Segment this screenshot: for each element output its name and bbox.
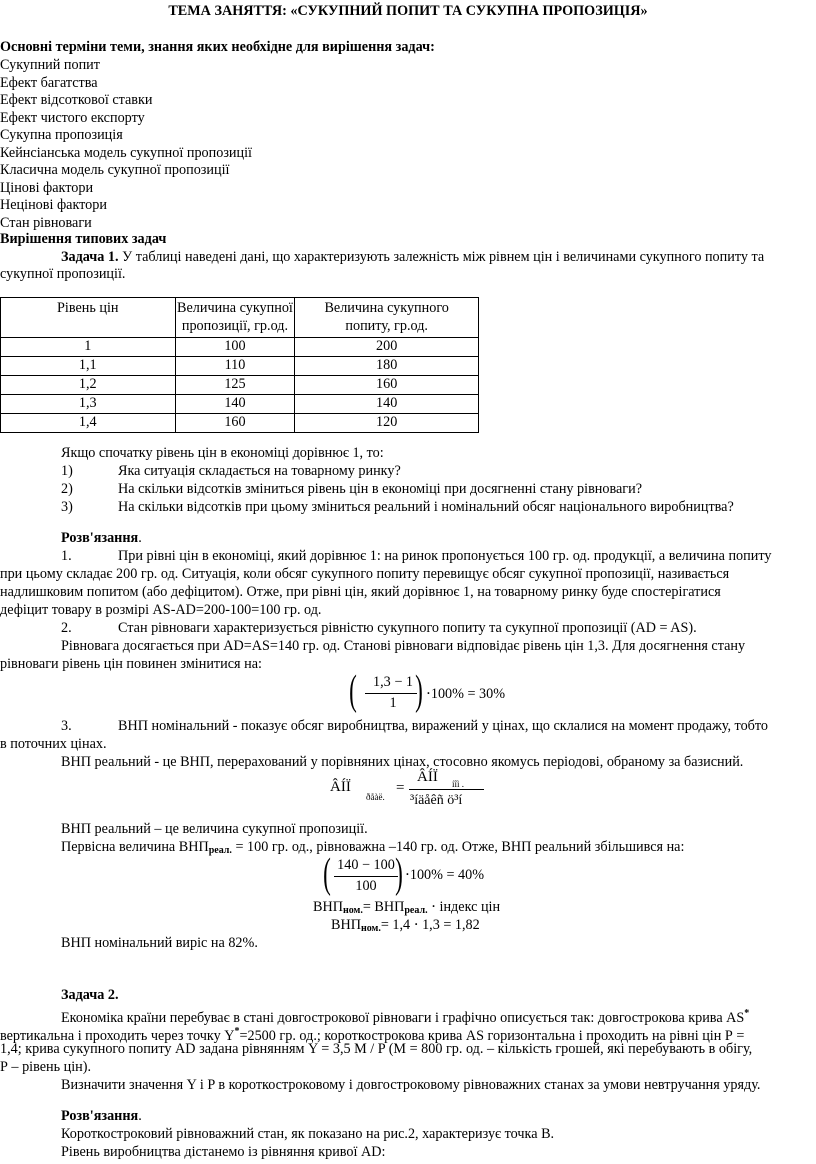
term-item: Сукупний попит (0, 57, 100, 73)
task2-text: вертикальна і проходить через точку Y*=2500 гр. од.; короткострокова крива AS горизонтальна і проходить на рівні цін Р = (0, 1026, 745, 1044)
table-header-cell: Величина сукупного попиту, гр.од. (295, 298, 479, 338)
solution-text: рівноваги рівень цін повинен змінитися на: (0, 656, 262, 672)
table-row (1, 357, 479, 376)
question-text: На скільки відсотків зміниться рівень цін в економіці при досягненні стану рівноваги? (118, 481, 642, 497)
table-header-cell: Величина сукупної пропозиції, гр.од. (175, 298, 295, 338)
solution-text: Стан рівноваги характеризується рівністю сукупного попиту та сукупної пропозиції (AD = AS). (118, 620, 697, 636)
page-title: ТЕМА ЗАНЯТТЯ: «СУКУПНИЙ ПОПИТ ТА СУКУПНА ПРОПОЗИЦІЯ» (168, 3, 648, 19)
solution-heading: Розв'язання. (61, 530, 142, 546)
solution-text: при цьому складає 200 гр. од. Ситуація, коли обсяг сукупного попиту перевищує обсяг сукупної пропозиції, називається (0, 566, 730, 582)
table-row (1, 376, 479, 395)
solution-heading: Розв'язання. (61, 1108, 142, 1124)
task2-text: Визначити значення Y і P в короткостроковому і довгостроковому рівноважних станах за умови невтручання уряду. (61, 1077, 761, 1093)
solution-text: ВНП номінальний - показує обсяг виробництва, виражений у цінах, що склалися на момент продажу, тобто (118, 718, 768, 734)
task2-text: Р – рівень цін). (0, 1059, 92, 1075)
table-cell: 110 (175, 357, 295, 376)
term-item: Ефект відсоткової ставки (0, 92, 153, 108)
table-cell: 200 (295, 338, 479, 357)
table-header-row (1, 298, 479, 338)
term-item: Ефект чистого експорту (0, 109, 145, 126)
solution-text: дефіцит товару в розмірі AS-AD=200-100=100 гр. од. (0, 602, 322, 618)
solution-text: надлишковим попитом (або дефіцитом). Отже, при рівні цін, який дорівнює 1, на товарному ринку буде спостерігатися (0, 584, 721, 600)
data-table (0, 297, 479, 433)
term-item: Цінові фактори (0, 179, 94, 196)
term-item: Кейнсіанська модель сукупної пропозиції (0, 144, 252, 161)
question-text: На скільки відсотків при цьому зміниться реальний і номінальний обсяг національного виробництва? (118, 499, 734, 515)
solution-text: Рівень виробництва дістанемо із рівняння кривої AD: (61, 1144, 386, 1160)
table-header-cell: Рівень цін (1, 298, 176, 338)
task1-intro-line2: сукупної пропозиції. (0, 266, 126, 282)
solution-number: 2. (61, 620, 72, 636)
solution-number: 3. (61, 718, 72, 734)
table-cell: 1,1 (1, 357, 176, 376)
term-item: Нецінові фактори (0, 197, 107, 213)
solution-text: Рівновага досягається при AD=AS=140 гр. од. Станові рівноваги відповідає рівень цін 1,3. Для досягнення стану (61, 638, 746, 654)
task1-label: Задача 1. (61, 249, 119, 265)
task2-label: Задача 2. (61, 987, 119, 1003)
task2-text: Економіка країни перебуває в стані довгострокової рівноваги і графічно описується так: довгострокова крива AS* (61, 1008, 750, 1026)
table-cell: 1 (1, 338, 176, 357)
solution-text: в поточних цінах. (0, 736, 107, 752)
solution-text: При рівні цін в економіці, який дорівнює 1: на ринок пропонується 100 гр. од. продукції, а величина попиту (118, 548, 772, 564)
solution-text: ВНП номінальний виріс на 82%. (61, 935, 258, 951)
formula-nominal-gnp: $ВНП_{ном.}= ВНП_{реал.}$ ⋅ індекс цін (313, 899, 501, 916)
table-cell: 140 (295, 395, 479, 414)
solution-number: 1. (61, 548, 72, 564)
solutions-heading: Вирішення типових задач (0, 231, 167, 247)
term-item: Сукупна пропозиція (0, 127, 123, 143)
task1-intro-text: У таблиці наведені дані, що характеризують залежність між рівнем цін і величинами сукупного попиту та (122, 249, 765, 265)
term-item: Класична модель сукупної пропозиції (0, 162, 230, 178)
table-row (1, 338, 479, 357)
solution-text: Первісна величина $ВНП_{реал.} = 100$ гр. од., рівноважна –140 гр. од. Отже, ВНП реальний збільшився на: (61, 839, 685, 856)
term-item: Стан рівноваги (0, 214, 92, 231)
table-row (1, 414, 479, 433)
formula-nominal-gnp-value: $ВНП_{ном.}= 1,4 \cdot 1,3 = 1,82$ (331, 917, 480, 934)
task1-intro-line (61, 249, 764, 267)
table-cell: 120 (295, 414, 479, 433)
question-number: 2) (61, 481, 73, 497)
table-row (1, 395, 479, 414)
table-cell: 140 (175, 395, 295, 414)
question-number: 1) (61, 463, 73, 479)
table-cell: 160 (295, 376, 479, 395)
table-cell: 100 (175, 338, 295, 357)
question-intro: Якщо спочатку рівень цін в економіці дорівнює 1, то: (61, 445, 384, 461)
solution-text: ВНП реальний - це ВНП, перерахований у порівняних цінах, стосовно якомусь періодові, обраному за базисний. (61, 754, 744, 770)
table-cell: 125 (175, 376, 295, 395)
table-cell: 160 (175, 414, 295, 433)
task2-text: 1,4; крива сукупного попиту AD задана рівнянням Y = 3,5 M / P (M = 800 гр. од. – кількість грошей, які перебувають в обігу, (0, 1041, 753, 1057)
table-cell: 1,2 (1, 376, 176, 395)
term-item: Ефект багатства (0, 74, 98, 91)
table-cell: 1,3 (1, 395, 176, 414)
terms-heading: Основні терміни теми, знання яких необхідне для вирішення задач: (0, 39, 435, 55)
question-number: 3) (61, 499, 73, 515)
table-cell: 180 (295, 357, 479, 376)
table-cell: 1,4 (1, 414, 176, 433)
solution-text: ВНП реальний – це величина сукупної пропозиції. (61, 821, 368, 837)
solution-text: Короткостроковий рівноважний стан, як показано на рис.2, характеризує точка В. (61, 1126, 555, 1142)
question-text: Яка ситуація складається на товарному ринку? (118, 463, 401, 479)
